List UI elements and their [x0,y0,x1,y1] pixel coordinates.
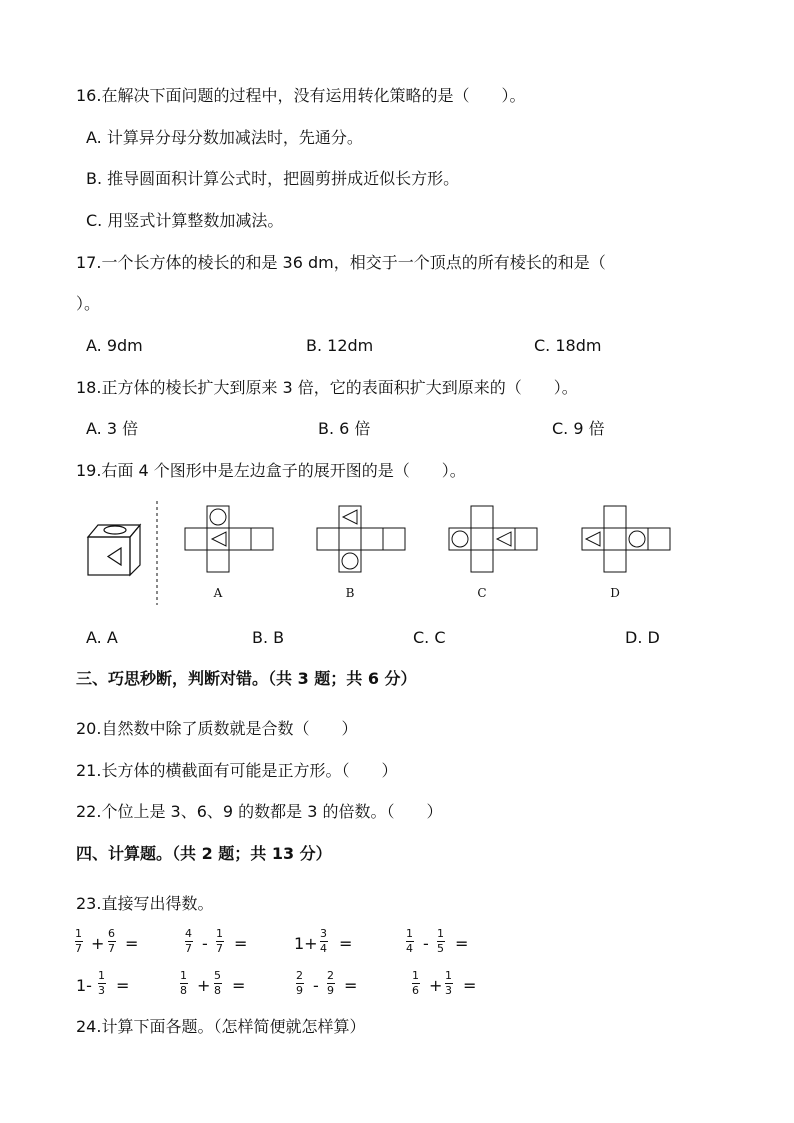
question-21: 21.长方体的横截面有可能是正方形。（ ） [76,761,398,780]
question-16-stem: 16.在解决下面问题的过程中，没有运用转化策略的是（ ）。 [76,86,526,105]
fraction: 4 7 [185,927,192,955]
net-label-a: A [213,586,223,600]
net-label-d: D [610,586,620,600]
question-16-option-c: C. 用竖式计算整数加减法。 [86,211,284,230]
net-d [582,506,670,572]
fraction: 1 7 [75,927,82,955]
fraction: 6 7 [108,927,115,955]
fraction: 1 8 [180,969,187,997]
equals-sign: = [234,934,248,953]
question-19-option-a: A. A [86,628,118,647]
question-24-stem: 24.计算下面各题。（怎样简便就怎样算） [76,1017,366,1036]
operator: + [429,976,443,995]
fraction: 3 4 [320,927,327,955]
fraction: 1 5 [437,927,444,955]
question-20: 20.自然数中除了质数就是合数（ ） [76,719,358,738]
fraction: 2 9 [296,969,303,997]
question-16-option-a: A. 计算异分母分数加减法时，先通分。 [86,128,363,147]
question-17-option-a: A. 9dm [86,336,143,355]
operator: - [202,934,208,953]
box-illustration [88,525,140,575]
fraction: 1 4 [406,927,413,955]
question-19-option-b: B. B [252,628,285,647]
fraction: 1 6 [412,969,419,997]
operator: - [313,976,319,995]
question-23-stem: 23.直接写出得数。 [76,894,214,913]
net-a [185,506,273,572]
equals-sign: = [116,976,130,995]
question-17-option-c: C. 18dm [534,336,602,355]
question-16-option-b: B. 推导圆面积计算公式时，把圆剪拼成近似长方形。 [86,169,460,188]
equals-sign: = [339,934,353,953]
operator: - [423,934,429,953]
net-label-c: C [477,586,487,600]
section-4-heading: 四、计算题。（共 2 题；共 13 分） [76,844,332,863]
fraction: 2 9 [327,969,334,997]
question-22: 22.个位上是 3、6、9 的数都是 3 的倍数。（ ） [76,802,443,821]
question-17-stem-continued: ）。 [76,294,101,313]
net-b [317,506,405,572]
equals-sign: = [455,934,469,953]
equals-sign: = [125,934,139,953]
question-18-option-a: A. 3 倍 [86,419,139,438]
net-c [449,506,537,572]
question-18-option-c: C. 9 倍 [552,419,605,438]
fraction: 1 3 [98,969,105,997]
question-19-stem: 19.右面 4 个图形中是左边盒子的展开图的是（ ）。 [76,461,466,480]
operator: + [91,934,105,953]
net-label-b: B [345,586,355,600]
equals-sign: = [344,976,358,995]
question-17-stem: 17.一个长方体的棱长的和是 36 dm，相交于一个顶点的所有棱长的和是（ [76,253,606,272]
equals-sign: = [463,976,477,995]
cube-net-figure [0,495,794,610]
fraction: 1 7 [216,927,223,955]
equals-sign: = [232,976,246,995]
fraction: 5 8 [214,969,221,997]
question-18-stem: 18.正方体的棱长扩大到原来 3 倍，它的表面积扩大到原来的（ ）。 [76,378,578,397]
question-17-option-b: B. 12dm [306,336,374,355]
whole-number-term: 1+ [294,934,318,953]
operator: + [197,976,211,995]
question-19-option-c: C. C [413,628,446,647]
whole-number-term: 1- [76,976,92,995]
section-3-heading: 三、巧思秒断，判断对错。（共 3 题；共 6 分） [76,669,417,688]
question-19-option-d: D. D [625,628,660,647]
question-18-option-b: B. 6 倍 [318,419,371,438]
fraction: 1 3 [445,969,452,997]
